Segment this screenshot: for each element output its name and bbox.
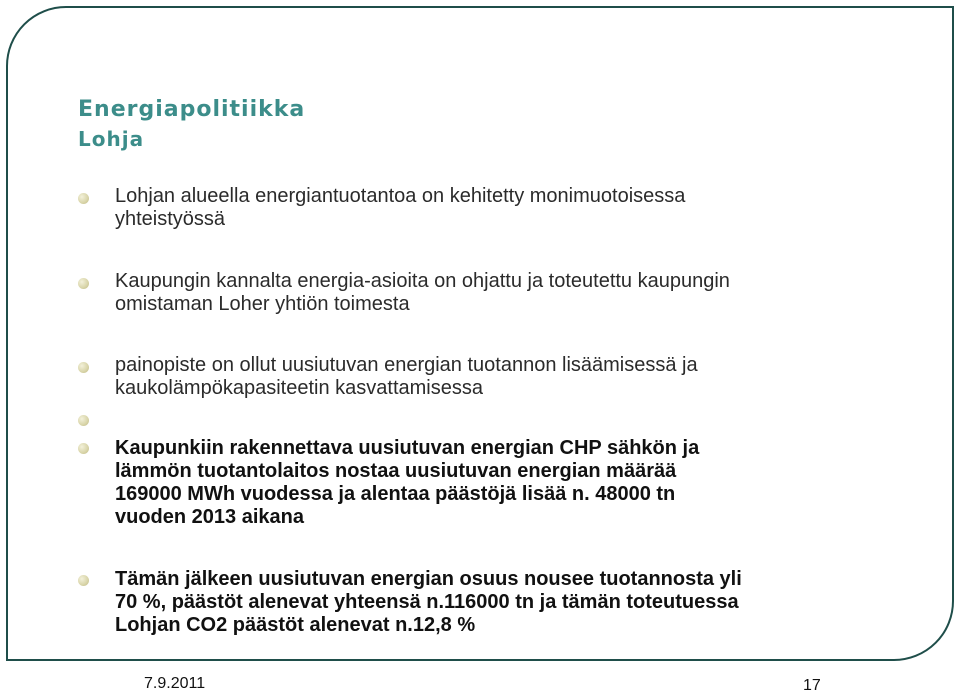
bullet-text — [115, 437, 915, 529]
bullet-text — [115, 568, 915, 637]
slide-subtitle: Lohja — [78, 127, 145, 151]
bullet-line: Kaupunkiin rakennettava uusiutuvan energian CHP sähkön ja — [115, 437, 700, 459]
bullet-dot-icon — [78, 193, 89, 204]
bullet-line: painopiste on ollut uusiutuvan energian tuotannon lisäämisessä ja — [115, 354, 698, 376]
bullet-line: 70 %, päästöt alenevat yhteensä n.116000 tn ja tämän toteutuessa — [115, 591, 739, 613]
bullet-text — [115, 354, 915, 400]
bullet-line: kaukolämpökapasiteetin kasvattamisessa — [115, 377, 483, 399]
bullet-line: yhteistyössä — [115, 208, 226, 230]
bullet-dot-icon — [78, 362, 89, 373]
bullet-line: 169000 MWh vuodessa ja alentaa päästöjä lisää n. 48000 tn — [115, 483, 676, 505]
bullet-text — [115, 270, 915, 316]
bullet-line: Lohjan CO2 päästöt alenevat n.12,8 % — [115, 614, 476, 636]
bullet-line: omistaman Loher yhtiön toimesta — [115, 293, 410, 315]
bullet-line: vuoden 2013 aikana — [115, 506, 304, 528]
page-number: 17 — [803, 677, 821, 694]
bullet-line: lämmön tuotantolaitos nostaa uusiutuvan energian määrää — [115, 460, 677, 482]
bullet-dot-icon — [78, 278, 89, 289]
bullet-line: Tämän jälkeen uusiutuvan energian osuus nousee tuotannosta yli — [115, 568, 742, 590]
bullet-dot-icon — [78, 443, 89, 454]
bullet-dot-icon — [78, 415, 89, 426]
bullet-text — [115, 185, 915, 231]
footer-date: 7.9.2011 — [144, 675, 206, 692]
bullet-line: Lohjan alueella energiantuotantoa on kehitetty monimuotoisessa — [115, 185, 686, 207]
slide-title: Energiapolitiikka — [78, 97, 306, 122]
title-block — [78, 95, 305, 153]
bullet-dot-icon — [78, 575, 89, 586]
bullet-line: Kaupungin kannalta energia-asioita on ohjattu ja toteutettu kaupungin — [115, 270, 730, 292]
